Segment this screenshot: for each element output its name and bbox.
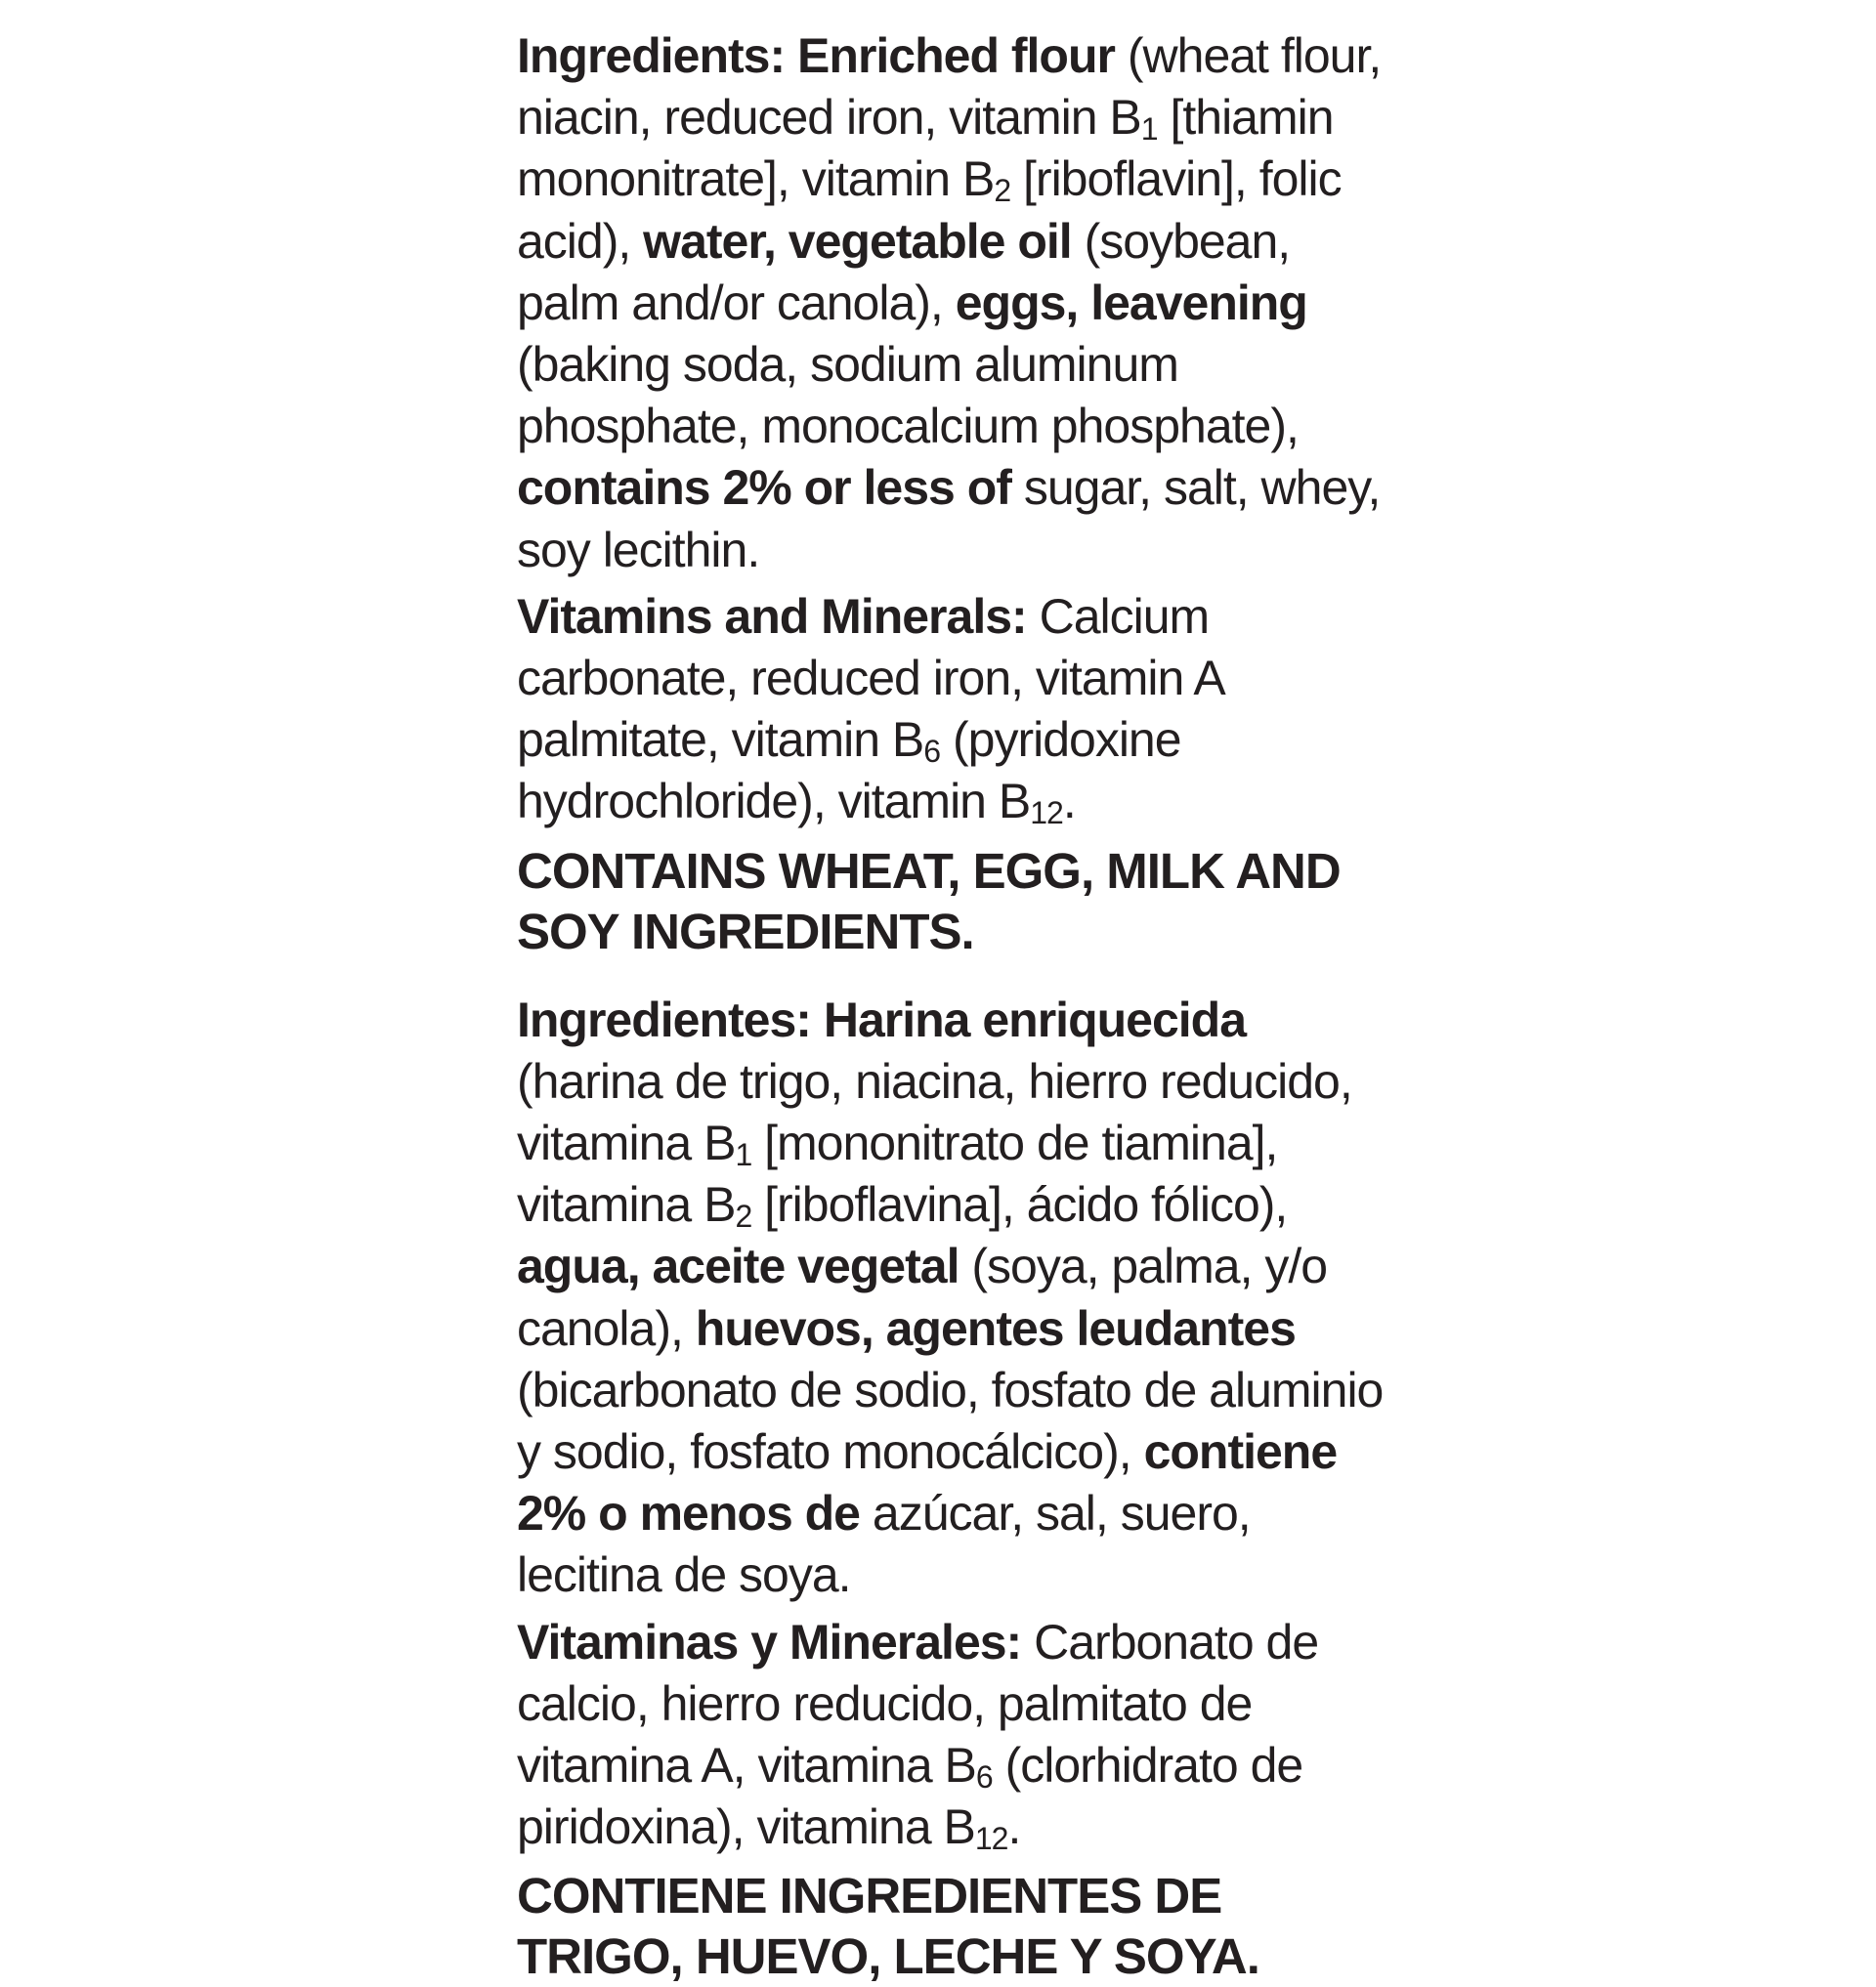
english-vitamins-text-b: (pyridoxine hydrochloride), vitamin B (517, 712, 1181, 829)
english-flour-detail-a: (wheat flour, niacin, reduced iron, vitamin B (517, 28, 1382, 146)
spanish-flour-detail-a: (harina de trigo, niacina, hierro reducido, vitamina B (517, 1053, 1352, 1171)
ingredient-label (517, 25, 1386, 1987)
spanish-subscript-1: 1 (735, 1137, 752, 1173)
english-contains-less: contains 2% or less of (517, 460, 1011, 516)
english-flour-detail-b: [thiamin mononitrate], vitamin B (517, 90, 1334, 207)
spanish-oil-detail: (soya, palma, y/o canola), (517, 1239, 1328, 1356)
spanish-contains-less: contiene 2% o menos de (517, 1424, 1338, 1542)
spanish-leavening-detail: (bicarbonato de sodio, fosfato de aluminio y sodio, fosfato monocálcico), (517, 1362, 1384, 1480)
english-subscript-6: 6 (923, 734, 941, 770)
english-water-oil: water, vegetable oil (643, 213, 1072, 269)
spanish-flour: Harina enriquecida (823, 992, 1247, 1047)
spanish-subscript-6: 6 (975, 1759, 993, 1796)
english-ingredients-heading: Ingredients: (517, 28, 786, 83)
english-leavening-detail: (baking soda, sodium aluminum phosphate, monocalcium phosphate), (517, 337, 1299, 454)
spanish-flour-detail-c: [riboflavina], ácido fólico), (764, 1177, 1288, 1233)
english-flour: Enriched flour (797, 28, 1115, 83)
english-flour-detail-c: [riboflavin], folic acid), (517, 151, 1342, 269)
english-subscript-12: 12 (1030, 795, 1063, 831)
spanish-vitamins-text-b: (clorhidrato de piridoxina), vitamina B (517, 1738, 1303, 1855)
english-subscript-1: 1 (1140, 111, 1158, 148)
english-subscript-2: 2 (994, 173, 1011, 209)
english-allergen-statement: CONTAINS WHEAT, EGG, MILK AND SOY INGREDIENTS. (517, 842, 1341, 959)
english-vitamins-heading: Vitamins and Minerals: (517, 588, 1027, 644)
spanish-vitamins-paragraph (517, 1612, 1386, 1859)
spanish-vitamins-text-c: . (1007, 1799, 1021, 1855)
spanish-vitamins-text-a: Carbonato de calcio, hierro reducido, palmitato de vitamina A, vitamina B (517, 1614, 1319, 1794)
spanish-vitamins-heading: Vitaminas y Minerales: (517, 1614, 1022, 1670)
english-vitamins-text-a: Calcium carbonate, reduced iron, vitamin A palmitate, vitamin B (517, 588, 1223, 768)
english-vitamins-text-c: . (1062, 774, 1076, 829)
spanish-subscript-2: 2 (735, 1199, 752, 1235)
spanish-flour-detail-b: [mononitrato de tiamina], vitamina B (517, 1116, 1278, 1233)
english-eggs-leavening: eggs, leavening (955, 275, 1307, 330)
english-contains-less-detail: sugar, salt, whey, soy lecithin. (517, 460, 1381, 577)
spanish-allergen-statement: CONTIENE INGREDIENTES DE TRIGO, HUEVO, LECHE Y SOYA. (517, 1868, 1259, 1985)
spanish-contains-less-detail: azúcar, sal, suero, lecitina de soya. (517, 1486, 1251, 1603)
english-vitamins-paragraph (517, 586, 1386, 833)
english-oil-detail: (soybean, palm and/or canola), (517, 213, 1291, 330)
spanish-water-oil: agua, aceite vegetal (517, 1239, 959, 1294)
spanish-ingredients-paragraph (517, 990, 1386, 1607)
spanish-eggs-leavening: huevos, agentes leudantes (695, 1300, 1296, 1356)
english-ingredients-paragraph (517, 25, 1386, 581)
spanish-subscript-12: 12 (974, 1821, 1008, 1857)
spanish-ingredients-heading: Ingredientes: (517, 992, 811, 1047)
